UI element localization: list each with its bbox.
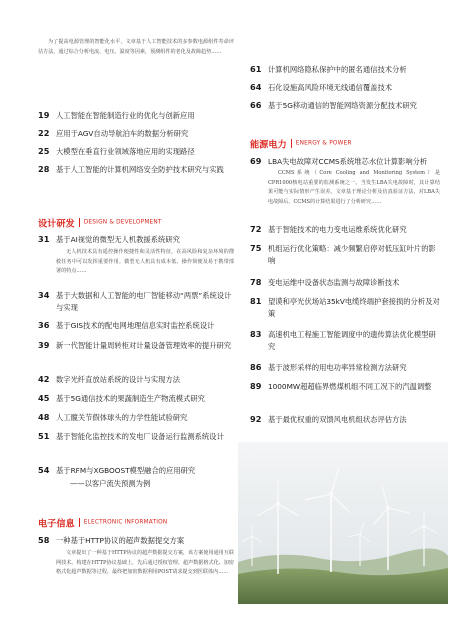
toc-item[interactable]: 89 1000MW超超临界燃煤机组不同工况下的汽温调整: [250, 381, 432, 391]
toc-item[interactable]: 22 应用于AGV自动导航泊车的数据分析研究: [38, 128, 189, 138]
toc-item[interactable]: 31 基于AI视觉的微型无人机教援系统研究: [38, 234, 180, 244]
toc-item[interactable]: 42 数字光纤直放站系统的设计与实现方法: [38, 374, 181, 384]
toc-item[interactable]: 61 计算机网络隐私保护中的匿名通信技术分析: [250, 64, 407, 74]
section-header-energy: 能源电力 ENERGY & POWER: [250, 139, 352, 151]
toc-item[interactable]: 28 基于人工智能的计算机网络安全防护技术研究与实践: [38, 164, 224, 174]
wind-turbines-landscape-icon: [238, 442, 448, 604]
toc-item[interactable]: 34 基于大数据和人工智能的电厂智能移动“两票”系统设计与实现: [38, 290, 232, 312]
toc-item[interactable]: 72 基于智能技术的电力变电运维系统优化研究: [250, 224, 407, 234]
section-divider: [79, 518, 80, 527]
toc-item[interactable]: 51 基于智能化监控技术的发电厂设备运行监测系统设计: [38, 431, 224, 441]
section-divider: [291, 139, 292, 148]
section-divider: [79, 218, 80, 227]
toc-item[interactable]: 39 新一代智能计量周转柜对计量设备管理效率的提升研究: [38, 340, 232, 350]
article-summary: CCMS系统（Core Cooling and Monitoring System）是CPR1000核电站重要的监测系统之一。当发生LBA失电故障时，其计算结果可能与实际情形产生误差。文章基于理论分析及仿真验证方法，对LBA失电故障后，CCMS的计算结果进行了分析研究……: [268, 170, 440, 205]
article-summary: 文章提出了一种基于HTTP协议的超声数据提交方案，该方案使用通用互联网技术，构建在HTTP协议基础上，先后通过授权管理、超声数据格式化、加密格式化超声数据等过程，最终把加密数据利用POST请求提交到医联体内……: [56, 550, 234, 576]
toc-item[interactable]: 64 石化设施高风险环境无线通信覆盖技术: [250, 82, 393, 92]
toc-item[interactable]: 25 大模型在垂直行业领域落地应用的实现路径: [38, 146, 195, 156]
toc-item[interactable]: 86 基于波形采样的用电功率异常检测方法研究: [250, 362, 407, 372]
toc-item[interactable]: 54 基于RFM与XGBOOST模型融合的应用研究 ——以客户流失预测为例: [38, 465, 196, 488]
toc-item[interactable]: 66 基于5G移动通信的智能网络资源分配技术研究: [250, 100, 417, 110]
toc-item[interactable]: 36 基于GIS技术的配电网地理信息实时监控系统设计: [38, 320, 215, 330]
toc-item[interactable]: 78 变电运维中设备状态监测与故障诊断技术: [250, 277, 400, 287]
section-header-design: 设计研发 DESIGN & DEVELOPMENT: [38, 218, 162, 230]
toc-item[interactable]: 58 一种基于HTTP协议的超声数据提交方案: [38, 535, 185, 545]
toc-item[interactable]: 19 人工智能在智能制造行业的优化与创新应用: [38, 110, 195, 120]
article-summary: 无人机技术具有遥控操作便捷性和灵活性特征，在高风险和复杂环境的搜救任务中可以发挥重要作用。微型无人机具有成本低、操作简便及易于携带部署的特点……: [56, 249, 234, 275]
section-header-electronic: 电子信息 ELECTRONIC INFORMATION: [38, 518, 168, 530]
toc-item[interactable]: 48 人工髋关节假体球头的力学性能试验研究: [38, 412, 188, 422]
intro-summary: 为了提高电源管理的智能化水平，文章基于人工智能技术的多参数电源组件寿命评估方法，通过综合分析电流、电压、温度等因素，预测组件的老化及故障趋势……: [38, 39, 234, 55]
wind-turbines-photo: [238, 442, 448, 604]
toc-item[interactable]: 75 机组运行优化策略：减少频繁启停对低压缸叶片的影响: [250, 243, 436, 265]
toc-item[interactable]: 92 基于最优权重的双馈风电机组状态评估方法: [250, 414, 407, 424]
toc-item[interactable]: 83 高速机电工程施工智能调度中的遗传算法优化模型研究: [250, 329, 436, 351]
toc-item[interactable]: 45 基于5G通信技术的果蔬制造生产物流模式研究: [38, 393, 205, 403]
toc-item[interactable]: 69 LBA失电故障对CCMS系统堆芯水位计算影响分析: [250, 156, 428, 166]
toc-item[interactable]: 81 望谟和亭光伏场站35kV电缆终端护套接损的分析及对策: [250, 296, 440, 318]
